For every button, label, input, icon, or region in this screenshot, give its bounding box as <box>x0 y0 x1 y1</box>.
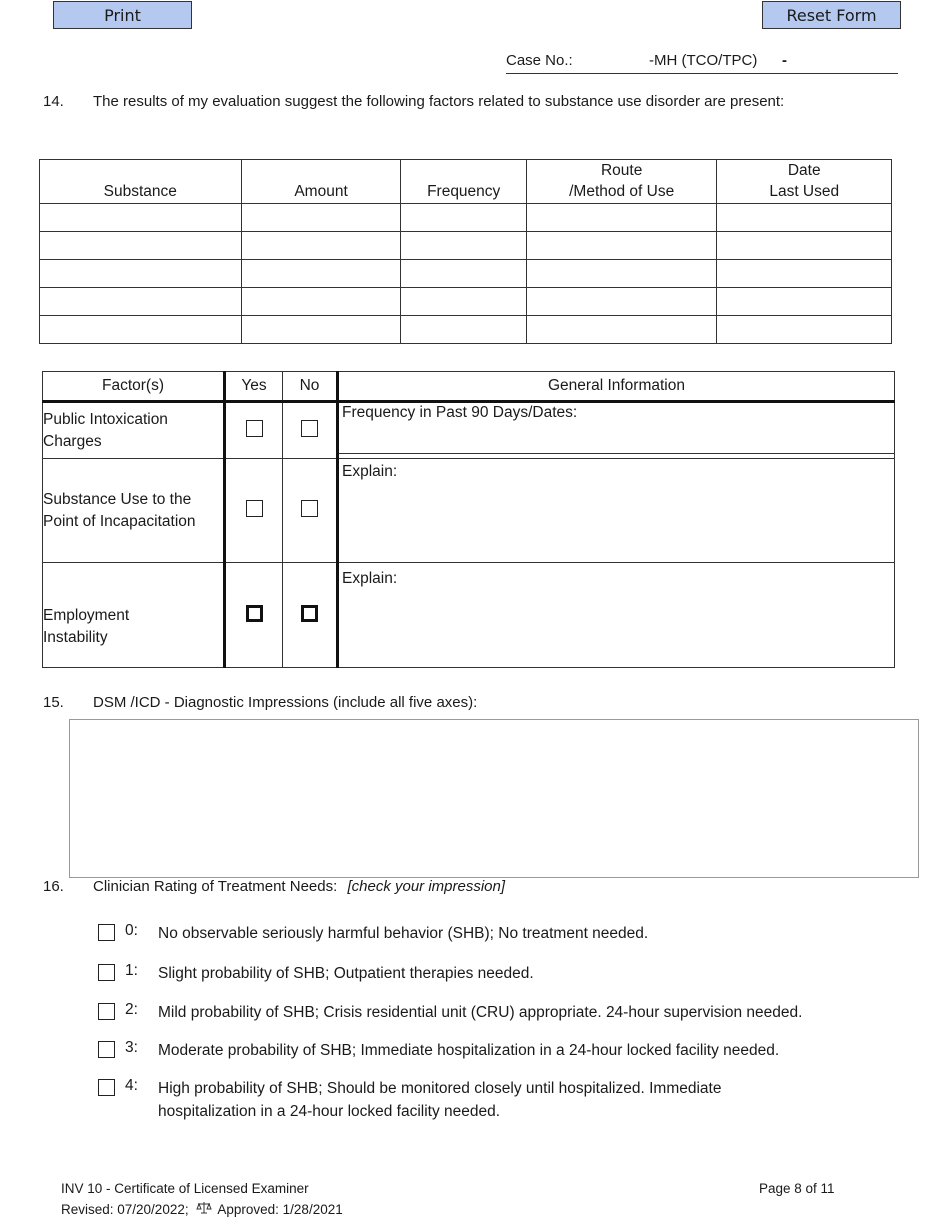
factor-table <box>42 371 895 668</box>
case-number-suffix: -MH (TCO/TPC) <box>649 52 758 69</box>
employment-no-checkbox[interactable] <box>301 605 318 622</box>
q16-number: 16. <box>43 878 64 895</box>
footer-approved: Approved: 1/28/2021 <box>217 1202 343 1217</box>
amount-cell-input[interactable] <box>241 316 401 344</box>
substance-header: Substance <box>40 160 242 204</box>
incapacitation-explain-field[interactable]: Explain: <box>338 459 895 563</box>
amount-cell-input[interactable] <box>241 288 401 316</box>
yes-header: Yes <box>225 372 283 402</box>
frequency-header: Frequency <box>401 160 526 204</box>
q15-text: DSM /ICD - Diagnostic Impressions (include all five axes): <box>93 694 478 711</box>
frequency-cell-input[interactable] <box>401 260 526 288</box>
incapacitation-no-checkbox[interactable] <box>301 500 318 517</box>
factor-name-public-intoxication: Public Intoxication Charges <box>43 402 225 459</box>
substance-cell-input[interactable] <box>40 232 242 260</box>
date-cell-input[interactable] <box>717 204 892 232</box>
date-cell-input[interactable] <box>717 260 892 288</box>
public-intoxication-yes-checkbox[interactable] <box>246 420 263 437</box>
date-cell-input[interactable] <box>717 232 892 260</box>
no-header: No <box>283 372 338 402</box>
case-number-field[interactable] <box>506 52 898 74</box>
rating-4-checkbox[interactable] <box>98 1079 115 1096</box>
substance-cell-input[interactable] <box>40 260 242 288</box>
substance-cell-input[interactable] <box>40 288 242 316</box>
q15-number: 15. <box>43 694 64 711</box>
case-number-dash: - <box>782 52 787 69</box>
substance-cell-input[interactable] <box>40 204 242 232</box>
amount-header: Amount <box>241 160 401 204</box>
print-button[interactable]: Print <box>53 1 192 29</box>
substance-table <box>39 159 892 344</box>
rating-2-checkbox[interactable] <box>98 1003 115 1020</box>
table-row <box>40 204 892 232</box>
substance-cell-input[interactable] <box>40 316 242 344</box>
frequency-cell-input[interactable] <box>401 288 526 316</box>
date-cell-input[interactable] <box>717 316 892 344</box>
incapacitation-yes-checkbox[interactable] <box>246 500 263 517</box>
footer-page-number: Page 8 of 11 <box>759 1181 835 1196</box>
frequency-cell-input[interactable] <box>401 316 526 344</box>
rating-0-checkbox[interactable] <box>98 924 115 941</box>
footer-revised: Revised: 07/20/2022; <box>61 1202 189 1217</box>
q16-hint: [check your impression] <box>347 878 506 895</box>
table-row <box>40 288 892 316</box>
frequency-cell-input[interactable] <box>401 204 526 232</box>
route-cell-input[interactable] <box>526 316 717 344</box>
q16-question <box>93 878 505 895</box>
footer-dates <box>61 1199 343 1220</box>
q14-text: The results of my evaluation suggest the following factors related to substance use disorder are present: <box>93 93 785 110</box>
employment-yes-checkbox[interactable] <box>246 605 263 622</box>
employment-explain-field[interactable]: Explain: <box>338 563 895 668</box>
public-intoxication-no-checkbox[interactable] <box>301 420 318 437</box>
public-intoxication-info-field[interactable]: Frequency in Past 90 Days/Dates: <box>338 402 895 459</box>
factor-header: Factor(s) <box>43 372 225 402</box>
case-number-label: Case No.: <box>506 52 573 69</box>
table-row <box>40 316 892 344</box>
table-row <box>40 232 892 260</box>
rating-1-checkbox[interactable] <box>98 964 115 981</box>
table-row <box>40 260 892 288</box>
amount-cell-input[interactable] <box>241 260 401 288</box>
route-cell-input[interactable] <box>526 260 717 288</box>
route-header: Route /Method of Use <box>526 160 717 204</box>
factor-name-incapacitation: Substance Use to the Point of Incapacitation <box>43 459 225 563</box>
diagnostic-impressions-textarea[interactable] <box>69 719 919 878</box>
date-last-used-header: Date Last Used <box>717 160 892 204</box>
route-cell-input[interactable] <box>526 232 717 260</box>
footer-form-name: INV 10 - Certificate of Licensed Examiner <box>61 1181 309 1196</box>
rating-3-checkbox[interactable] <box>98 1041 115 1058</box>
frequency-cell-input[interactable] <box>401 232 526 260</box>
route-cell-input[interactable] <box>526 288 717 316</box>
amount-cell-input[interactable] <box>241 204 401 232</box>
date-cell-input[interactable] <box>717 288 892 316</box>
general-info-header: General Information <box>338 372 895 402</box>
route-cell-input[interactable] <box>526 204 717 232</box>
scales-icon <box>196 1199 212 1220</box>
q16-text: Clinician Rating of Treatment Needs: <box>93 878 338 895</box>
factor-name-employment: Employment Instability <box>43 563 225 668</box>
q14-number: 14. <box>43 93 64 110</box>
amount-cell-input[interactable] <box>241 232 401 260</box>
reset-form-button[interactable]: Reset Form <box>762 1 901 29</box>
